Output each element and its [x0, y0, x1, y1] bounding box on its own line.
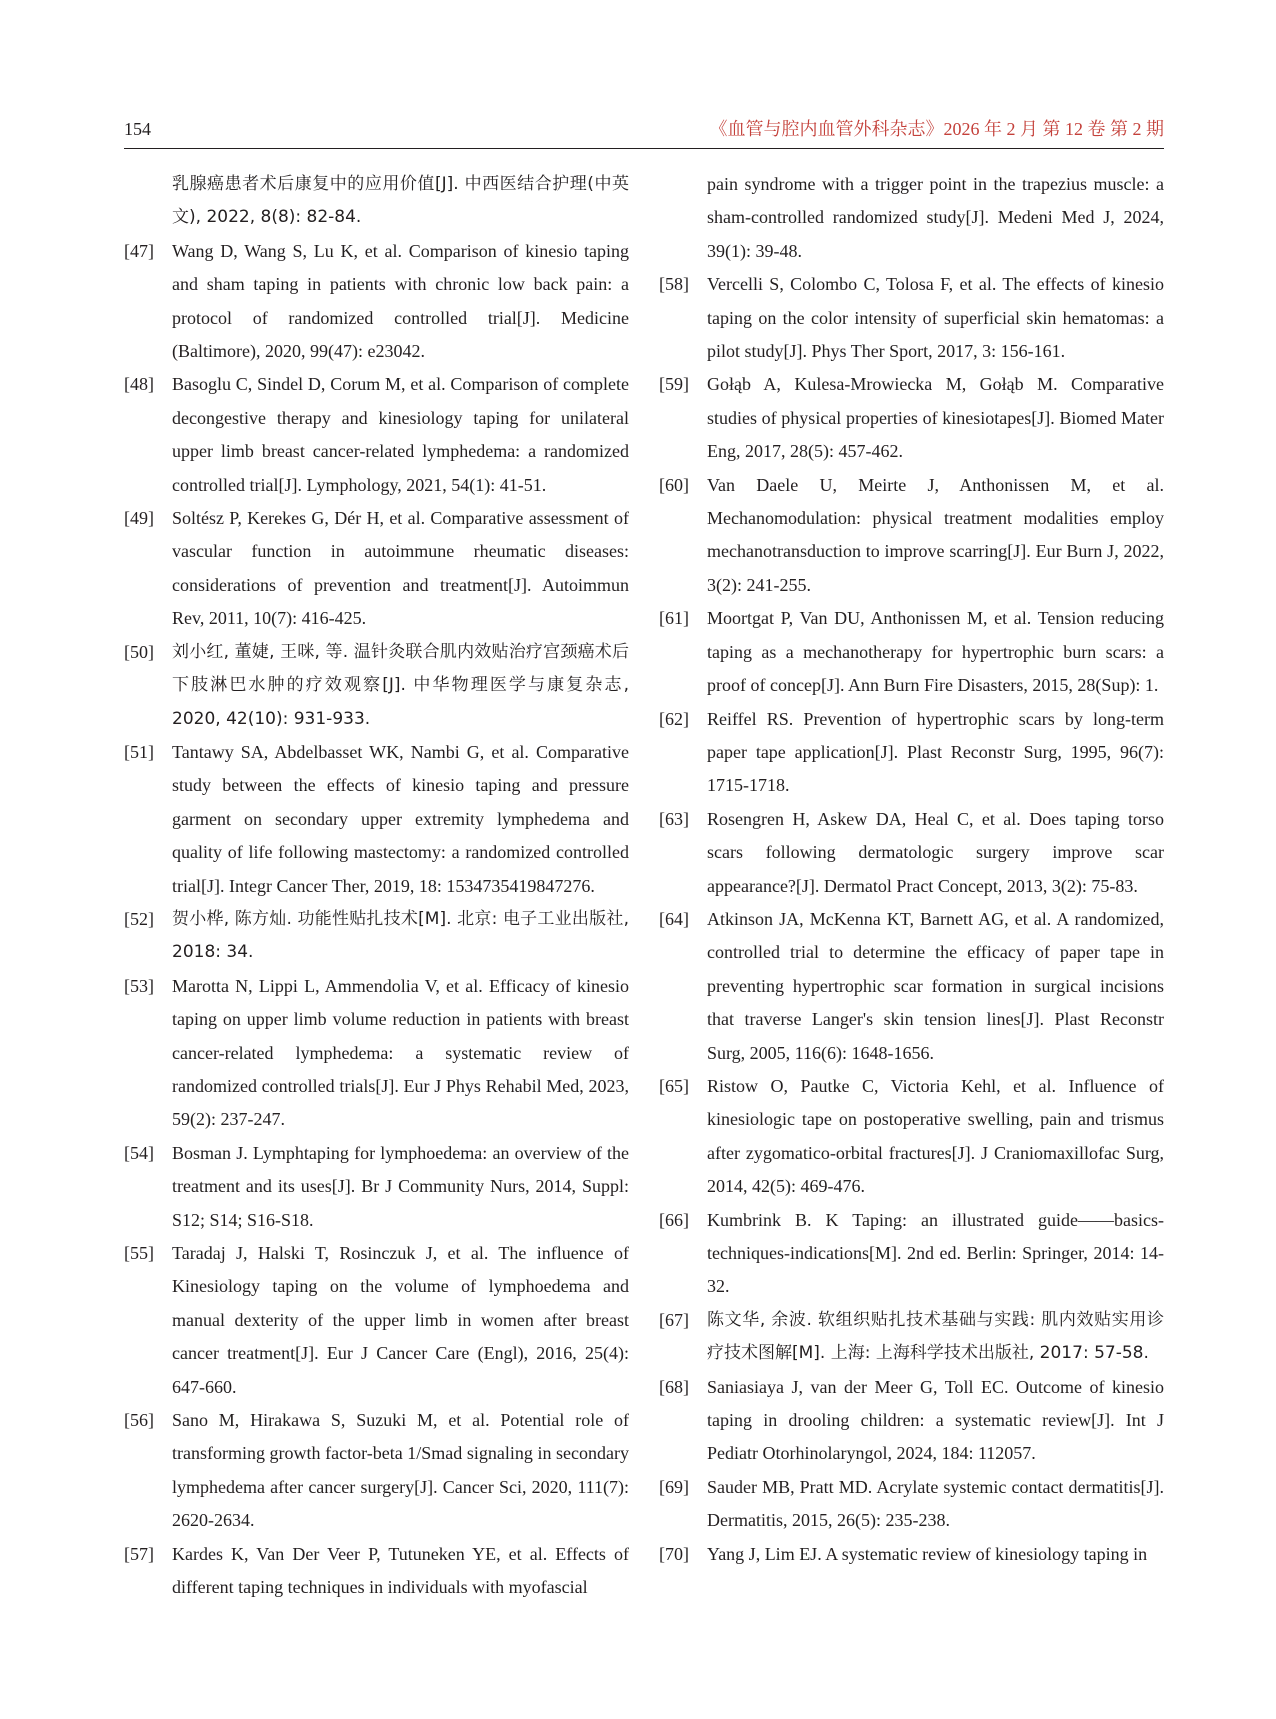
reference-text: Rosengren H, Askew DA, Heal C, et al. Does taping torso scars following dermatologic surgery improve scar appearance?[J]. Dermatol Pract Concept, 2013, 3(2): 75-83.	[707, 808, 1164, 896]
reference-number: [47]	[124, 240, 154, 261]
reference-number: [58]	[659, 274, 689, 295]
reference-item	[124, 368, 629, 502]
reference-item	[124, 903, 629, 970]
reference-number: [49]	[124, 508, 154, 529]
page-number: 154	[124, 119, 151, 139]
reference-item	[659, 602, 1164, 702]
reference-number: [68]	[659, 1376, 689, 1397]
reference-text: Moortgat P, Van DU, Anthonissen M, et al. Tension reducing taping as a mechanotherapy for hypertrophic burn scars: a proof of concep[J]. Ann Burn Fire Disasters, 2015, 28(Sup): 1.	[707, 608, 1164, 696]
reference-text: Basoglu C, Sindel D, Corum M, et al. Comparison of complete decongestive therapy and kinesiology taping for unilateral upper limb breast cancer-related lymphedema: a randomized controlled trial[J]. Lymphology, 2021, 54(1): 41-51.	[172, 374, 629, 495]
references-right-column	[659, 168, 1164, 1571]
reference-text: Van Daele U, Meirte J, Anthonissen M, et al. Mechanomodulation: physical treatment modalities employ mechanotransduction to improve scarring[J]. Eur Burn J, 2022, 3(2): 241-255.	[707, 474, 1164, 595]
reference-item	[124, 502, 629, 636]
reference-text: Marotta N, Lippi L, Ammendolia V, et al. Efficacy of kinesio taping on upper limb volume reduction in patients with breast cancer-related lymphedema: a systematic review of randomized controlled trials[J]. Eur J Phys Rehabil Med, 2023, 59(2): 237-247.	[172, 975, 629, 1130]
reference-text: Bosman J. Lymphtaping for lymphoedema: an overview of the treatment and its uses[J]. Br J Community Nurs, 2014, Suppl: S12; S14; S16-S18.	[172, 1142, 629, 1230]
references-left-column	[124, 168, 629, 1604]
reference-item	[659, 1471, 1164, 1538]
reference-item	[124, 1538, 629, 1605]
reference-text: Kumbrink B. K Taping: an illustrated guide——basics-techniques-indications[M]. 2nd ed. Berlin: Springer, 2014: 14-32.	[707, 1209, 1164, 1297]
page-header	[124, 116, 1164, 150]
reference-number: [69]	[659, 1476, 689, 1497]
reference-number: [60]	[659, 474, 689, 495]
reference-text: Reiffel RS. Prevention of hypertrophic scars by long-term paper tape application[J]. Plast Reconstr Surg, 1995, 96(7): 1715-1718.	[707, 708, 1164, 796]
header-rule	[124, 148, 1164, 149]
reference-item	[659, 703, 1164, 803]
reference-text: Tantawy SA, Abdelbasset WK, Nambi G, et al. Comparative study between the effects of kinesio taping and pressure garment on secondary upper extremity lymphedema and quality of life following mastectomy: a randomized controlled trial[J]. Integr Cancer Ther, 2019, 18: 1534735419847276.	[172, 741, 629, 896]
reference-item	[659, 368, 1164, 468]
reference-item	[124, 636, 629, 736]
reference-number: [57]	[124, 1543, 154, 1564]
reference-item	[124, 168, 629, 235]
reference-item	[659, 268, 1164, 368]
reference-number: [56]	[124, 1410, 154, 1431]
reference-number: [54]	[124, 1142, 154, 1163]
reference-number: [62]	[659, 708, 689, 729]
reference-item	[659, 1371, 1164, 1471]
reference-item	[659, 803, 1164, 903]
reference-text: 乳腺癌患者术后康复中的应用价值[J]. 中西医结合护理(中英文), 2022, 8(8): 82-84.	[172, 174, 629, 228]
reference-number: [59]	[659, 374, 689, 395]
reference-number: [70]	[659, 1543, 689, 1564]
reference-text: Wang D, Wang S, Lu K, et al. Comparison of kinesio taping and sham taping in patients with chronic low back pain: a protocol of randomized controlled trial[J]. Medicine (Baltimore), 2020, 99(47): e23042.	[172, 240, 629, 362]
reference-number: [66]	[659, 1209, 689, 1230]
reference-text: 刘小红, 董婕, 王咪, 等. 温针灸联合肌内效贴治疗宫颈癌术后下肢淋巴水肿的疗效观察[J]. 中华物理医学与康复杂志, 2020, 42(10): 931-933.	[172, 641, 629, 729]
reference-number: [48]	[124, 374, 154, 395]
reference-item	[659, 469, 1164, 603]
reference-number: [50]	[124, 641, 154, 662]
reference-item	[124, 235, 629, 369]
reference-item	[124, 1137, 629, 1237]
reference-item	[659, 1204, 1164, 1304]
reference-number: [51]	[124, 741, 154, 762]
reference-text: Atkinson JA, McKenna KT, Barnett AG, et al. A randomized, controlled trial to determine the efficacy of paper tape in preventing hypertrophic scar formation in surgical incisions that traverse Langer's skin tension lines[J]. Plast Reconstr Surg, 2005, 116(6): 1648-1656.	[707, 908, 1164, 1063]
reference-number: [64]	[659, 908, 689, 929]
reference-text: Yang J, Lim EJ. A systematic review of kinesiology taping in	[707, 1543, 1148, 1564]
reference-text: Sauder MB, Pratt MD. Acrylate systemic contact dermatitis[J]. Dermatitis, 2015, 26(5): 235-238.	[707, 1476, 1164, 1531]
reference-text: 陈文华, 余波. 软组织贴扎技术基础与实践: 肌内效贴实用诊疗技术图解[M]. 上海: 上海科学技术出版社, 2017: 57-58.	[707, 1309, 1164, 1364]
reference-number: [61]	[659, 608, 689, 629]
reference-number: [53]	[124, 975, 154, 996]
reference-text: Kardes K, Van Der Veer P, Tutuneken YE, et al. Effects of different taping techniques in individuals with myofascial	[172, 1543, 629, 1598]
reference-item	[659, 168, 1164, 268]
reference-number: [55]	[124, 1243, 154, 1263]
reference-number: [52]	[124, 908, 154, 929]
reference-item	[659, 1304, 1164, 1371]
reference-text: Gołąb A, Kulesa-Mrowiecka M, Gołąb M. Comparative studies of physical properties of kinesiotapes[J]. Biomed Mater Eng, 2017, 28(5): 457-462.	[707, 374, 1164, 462]
reference-text: Sano M, Hirakawa S, Suzuki M, et al. Potential role of transforming growth factor-beta 1/Smad signaling in secondary lymphedema after cancer surgery[J]. Cancer Sci, 2020, 111(7): 2620-2634.	[172, 1410, 629, 1531]
reference-text: 贺小桦, 陈方灿. 功能性贴扎技术[M]. 北京: 电子工业出版社, 2018: 34.	[172, 908, 629, 963]
reference-item	[659, 903, 1164, 1070]
reference-text: Vercelli S, Colombo C, Tolosa F, et al. The effects of kinesio taping on the color intensity of superficial skin hematomas: a pilot study[J]. Phys Ther Sport, 2017, 3: 156-161.	[707, 274, 1164, 362]
reference-text: Saniasiaya J, van der Meer G, Toll EC. Outcome of kinesio taping in drooling children: a systematic review[J]. Int J Pediatr Otorhinolaryngol, 2024, 184: 112057.	[707, 1376, 1164, 1464]
reference-item	[124, 736, 629, 903]
reference-text: pain syndrome with a trigger point in the trapezius muscle: a sham-controlled randomized study[J]. Medeni Med J, 2024, 39(1): 39-48.	[707, 174, 1164, 261]
reference-number: [65]	[659, 1075, 689, 1096]
reference-item	[124, 1237, 629, 1404]
reference-text: Soltész P, Kerekes G, Dér H, et al. Comparative assessment of vascular function in autoimmune rheumatic diseases: considerations of prevention and treatment[J]. Autoimmun Rev, 2011, 10(7): 416-425.	[172, 508, 629, 629]
reference-number: [67]	[659, 1309, 689, 1330]
reference-text: Taradaj J, Halski T, Rosinczuk J, et al. The influence of Kinesiology taping on the volume of lymphoedema and manual dexterity of the upper limb in women after breast cancer treatment[J]. Eur J Cancer Care (Engl), 2016, 25(4): 647-660.	[172, 1243, 629, 1397]
reference-item	[124, 970, 629, 1137]
reference-item	[659, 1538, 1164, 1571]
reference-item	[124, 1404, 629, 1538]
reference-item	[659, 1070, 1164, 1204]
journal-citation: 《血管与腔内血管外科杂志》2026 年 2 月 第 12 卷 第 2 期	[709, 119, 1164, 139]
reference-number: [63]	[659, 808, 689, 829]
reference-text: Ristow O, Pautke C, Victoria Kehl, et al. Influence of kinesiologic tape on postoperative swelling, pain and trismus after zygomatico-orbital fractures[J]. J Craniomaxillofac Surg, 2014, 42(5): 469-476.	[707, 1075, 1164, 1197]
